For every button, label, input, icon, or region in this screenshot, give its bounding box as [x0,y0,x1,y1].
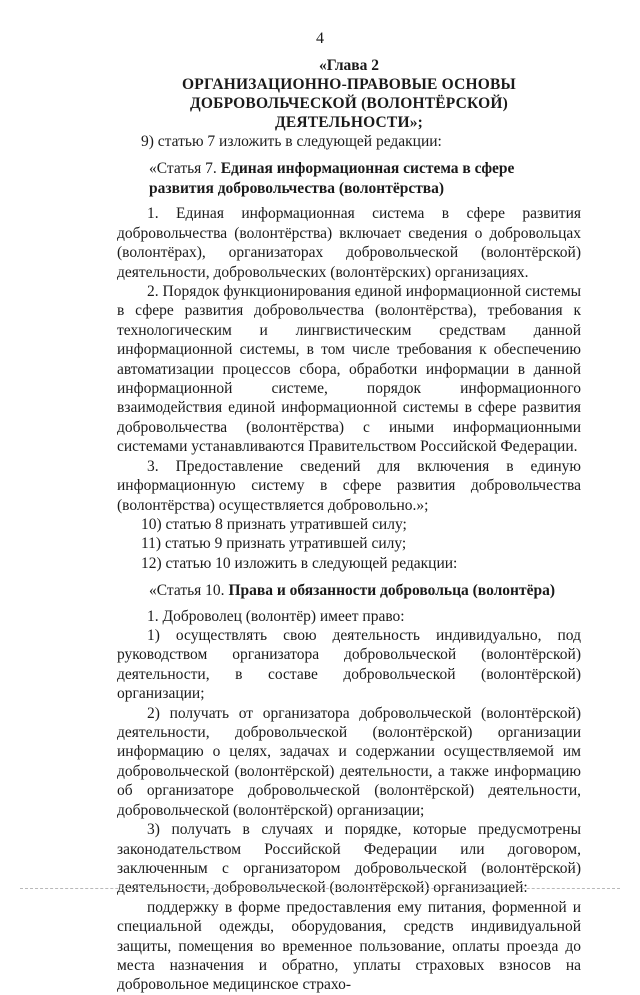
article-7-prefix: «Статья 7. [149,160,217,178]
chapter-heading [117,56,581,132]
document-body [117,56,581,995]
amendment-item-10: 10) статью 8 признать утратившей силу; [141,515,407,533]
article-10-prefix: «Статья 10. [149,582,225,600]
chapter-number: «Глава 2 [318,57,380,74]
article-10-item-3-subparagraph: поддержку в форме предоставления ему питания, форменной и специальной одежды, оборудования, средств индивидуальной защиты, помещения во временное пользование, оплаты проезда до места назначения и обратно, уплаты страховых взносов на добровольное медицинское страхо- [117,898,581,994]
article-7-paragraph-3: 3. Предоставление сведений для включения в единую информационную систему в сфере развития добровольчества (волонтёрства) осуществляется добровольно.»; [117,457,581,514]
article-10-title: Права и обязанности добровольца (волонтёра) [228,582,556,600]
article-10-heading [117,581,581,601]
chapter-title-line1: ОРГАНИЗАЦИОННО-ПРАВОВЫЕ ОСНОВЫ [182,76,516,93]
amendment-item-12: 12) статью 10 изложить в следующей редакции: [141,554,458,572]
page-number: 4 [316,30,324,47]
amendment-item-9: 9) статью 7 изложить в следующей редакции: [141,133,442,150]
article-10-item-2: 2) получать от организатора добровольческой (волонтёрской) деятельности, добровольческой (волонтёрской) организации информацию о целях, задачах и содержании осуществляемой им добровольческой (волонтёрской) деятельности, а также информацию об организаторе добровольческой (волонтёрской) деятельности, добровольческой (волонтёрской) организации; [117,704,581,819]
article-10-item-3: 3) получать в случаях и порядке, которые предусмотрены законодательством Российской Федерации или договором, заключенным с организатором добровольческой (волонтёрской) деятельности, добровольческой (волонтёрской) организацией: [117,821,581,897]
amendment-item-11: 11) статью 9 признать утратившей силу; [141,535,407,553]
article-10-paragraph-1: 1. Доброволец (волонтёр) имеет право: [147,607,405,625]
article-7-paragraph-2: 2. Порядок функционирования единой информационной системы в сфере развития добровольчества (волонтёрства), требования к технологическим и лингвистическим средствам данной информационной системы, в том числе требования к обеспечению автоматизации процессов сбора, обработки информации в данной информационной системе, порядок информационного взаимодействия единой информационной системы в сфере развития добровольчества (волонтёрства) с иными информационными системами устанавливаются Правительством Российской Федерации. [117,283,581,456]
article-7-paragraph-1: 1. Единая информационная система в сфере развития добровольчества (волонтёрства) включает сведения о добровольцах (волонтёрах), организаторах добровольческой (волонтёрской) деятельности, добровольческих (волонтёрских) организациях. [117,205,581,281]
article-7-title: Единая информационная система в сфере развития добровольчества (волонтёрства) [149,160,515,197]
article-10-item-1: 1) осуществлять свою деятельность индивидуально, под руководством организатора добровольческой (волонтёрской) деятельности, в составе добровольческой (волонтёрской) организации; [117,627,581,703]
bottom-scan-line [20,888,620,890]
article-7-heading [117,159,581,198]
chapter-title-line2: ДОБРОВОЛЬЧЕСКОЙ (ВОЛОНТЁРСКОЙ) ДЕЯТЕЛЬНОСТИ»; [190,95,508,131]
